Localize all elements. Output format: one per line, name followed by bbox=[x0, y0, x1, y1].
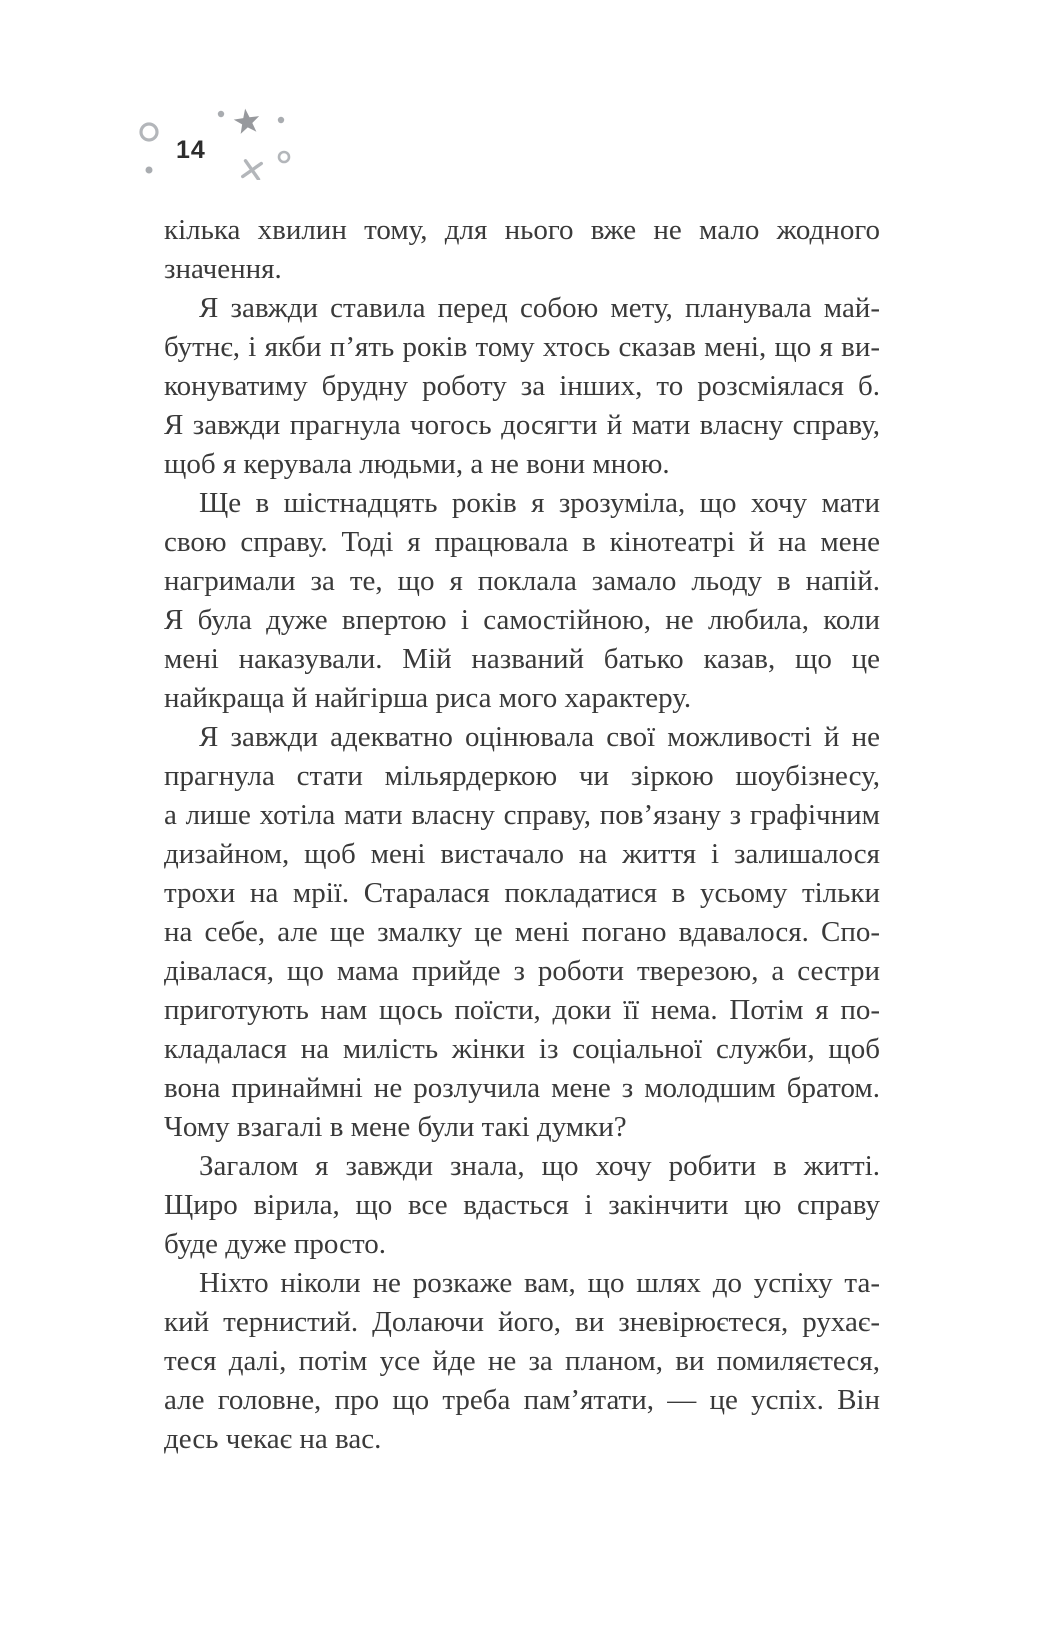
text-line: Я завжди прагнула чогось досягти й мати власну справу, bbox=[164, 409, 880, 441]
paragraph bbox=[164, 1264, 880, 1459]
text-line: вона принаймні не розлучила мене з молодшим братом. bbox=[164, 1072, 880, 1104]
text-line: але головне, про що треба пам’ятати, — це успіх. Він bbox=[164, 1384, 880, 1416]
text-line: Я була дуже впертою і самостійною, не любила, коли bbox=[164, 604, 880, 636]
text-line: кий тернистий. Долаючи його, ви зневірюєтеся, рухає- bbox=[164, 1306, 880, 1338]
text-line: Я завжди ставила перед собою мету, планувала май- bbox=[199, 292, 880, 324]
page-number: 14 bbox=[176, 136, 206, 164]
text-line: на себе, але ще змалку це мені погано вдавалося. Спо- bbox=[164, 916, 880, 948]
text-line: Щиро вірила, що все вдасться і закінчити цю справу bbox=[164, 1189, 880, 1221]
text-line: трохи на мрії. Старалася покладатися в усьому тільки bbox=[164, 877, 880, 909]
circle-outline-icon bbox=[141, 124, 157, 140]
text-block bbox=[164, 211, 880, 1459]
text-line: буде дуже просто. bbox=[164, 1228, 387, 1260]
text-line: кладалася на милість жінки із соціальної служби, щоб bbox=[164, 1033, 880, 1065]
text-line: кілька хвилин тому, для нього вже не мало жодного bbox=[164, 214, 880, 246]
text-line: Ніхто ніколи не розкаже вам, що шлях до успіху та- bbox=[199, 1267, 880, 1299]
paragraph bbox=[164, 211, 880, 289]
text-line: Загалом я завжди знала, що хочу робити в житті. bbox=[199, 1150, 880, 1182]
text-line: мені наказували. Мій названий батько казав, що це bbox=[164, 643, 880, 675]
text-line: конуватиму брудну роботу за інших, то розсміялася б. bbox=[164, 370, 880, 402]
cross-icon bbox=[243, 161, 262, 180]
text-line: свою справу. Тоді я працювала в кінотеатрі й на мене bbox=[164, 526, 880, 558]
text-line: приготують нам щось поїсти, доки її нема. Потім я по- bbox=[164, 994, 880, 1026]
paragraph bbox=[164, 484, 880, 718]
text-line: щоб я керувала людьми, а не вони мною. bbox=[164, 448, 670, 480]
dot-icon bbox=[146, 167, 153, 174]
text-line: значення. bbox=[164, 253, 282, 285]
text-line: Я завжди адекватно оцінювала свої можливості й не bbox=[199, 721, 880, 753]
text-line: а лише хотіла мати власну справу, пов’язану з графічним bbox=[164, 799, 880, 831]
small-circle-outline-icon bbox=[279, 152, 289, 162]
text-line: дівалася, що мама прийде з роботи тверезою, а сестри bbox=[164, 955, 880, 987]
text-line: нагримали за те, що я поклала замало льоду в напій. bbox=[164, 565, 880, 597]
text-line: теся далі, потім усе йде не за планом, ви помиляєтеся, bbox=[164, 1345, 880, 1377]
text-line: бутнє, і якби п’ять років тому хтось сказав мені, що я ви- bbox=[164, 331, 880, 363]
text-line: найкраща й найгірша риса мого характеру. bbox=[164, 682, 692, 714]
text-line: десь чекає на вас. bbox=[164, 1423, 382, 1455]
text-line: дизайном, щоб мені вистачало на життя і залишалося bbox=[164, 838, 880, 870]
paragraph bbox=[164, 718, 880, 1147]
paragraph bbox=[164, 1147, 880, 1264]
text-line: Ще в шістнадцять років я зрозуміла, що хочу мати bbox=[199, 487, 880, 519]
sparkle-ornament bbox=[135, 100, 305, 180]
dot-icon bbox=[218, 111, 224, 117]
text-line: Чому взагалі в мене були такі думки? bbox=[164, 1111, 627, 1143]
page-header bbox=[0, 0, 1040, 200]
dot-icon bbox=[278, 117, 284, 123]
text-line: прагнула стати мільярдеркою чи зіркою шоубізнесу, bbox=[164, 760, 880, 792]
paragraph bbox=[164, 289, 880, 484]
star-icon bbox=[232, 107, 261, 135]
